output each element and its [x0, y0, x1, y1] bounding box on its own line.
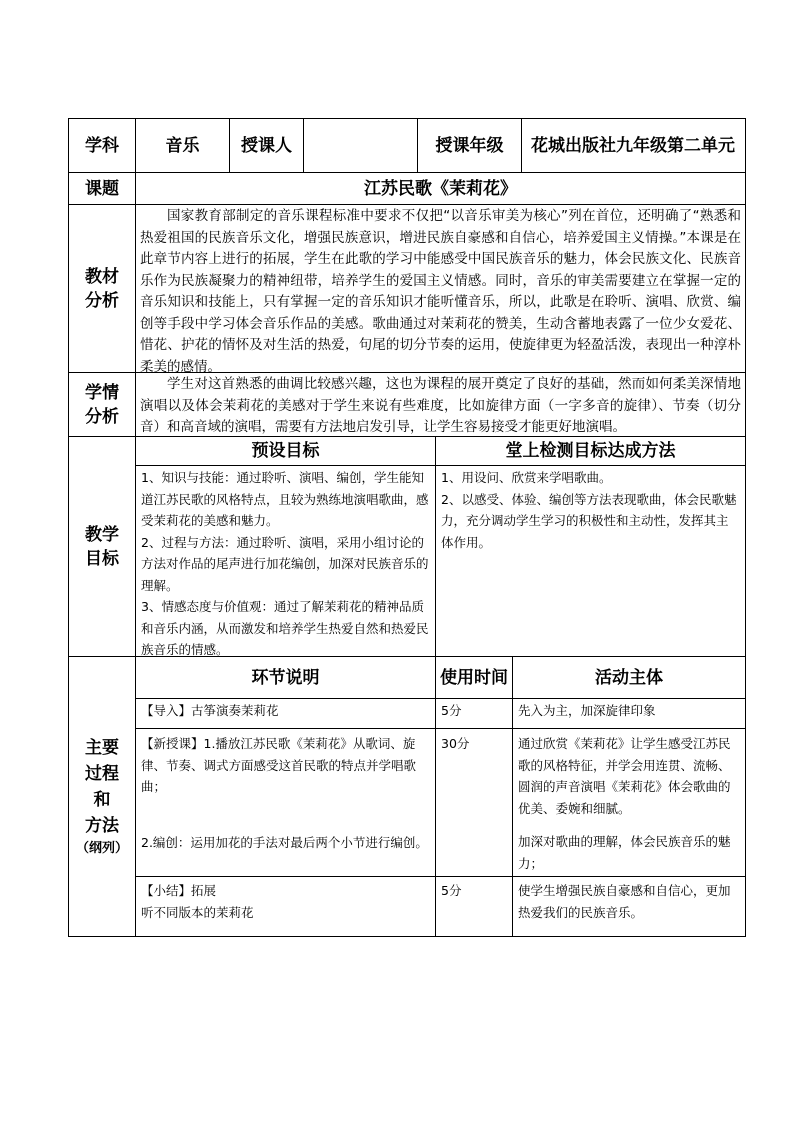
col-activity-header: 活动主体	[595, 667, 663, 688]
process-label	[69, 657, 135, 936]
process-label-line: 方法	[85, 815, 119, 836]
process-time-text: 5分	[441, 883, 462, 898]
process-time-text: 5分	[441, 703, 462, 718]
method-list	[436, 466, 745, 656]
subject-label: 学科	[85, 135, 119, 156]
process-time-cell	[436, 699, 512, 728]
goals-label-line2: 目标	[85, 548, 119, 569]
topic-title: 江苏民歌《茉莉花》	[364, 178, 517, 199]
grade-value: 花城出版社九年级第二单元	[531, 135, 735, 156]
students-label-line2: 分析	[85, 406, 119, 427]
process-activity-cell	[513, 729, 745, 876]
process-label-sub: （纲列）	[75, 840, 128, 856]
material-analysis-text: 国家教育部制定的音乐课程标准中要求不仅把“以音乐审美为核心”列在首位，还明确了“熟悉和热爱祖国的民族音乐文化，增强民族意识，增进民族自豪感和自信心，培养爱国主义情操。”本课是在此章节内容上进行的拓展，学生在此歌的学习中能感受中国民族音乐的魅力，体会民族文化、民族音乐作为民族凝聚力的精神纽带，培养学生的爱国主义情感。同时，音乐的审美需要建立在掌握一定的音乐知识和技能上，只有掌握一定的音乐知识才能听懂音乐，所以，此歌是在聆听、演唱、欣赏、编创等手段中学习体会音乐作品的美感。歌曲通过对茉莉花的赞美，生动含蓄地表露了一位少女爱花、惜花、护花的情怀及对生活的热爱，句尾的切分节奏的运用，使旋律更为轻盈活泼，表现出一种淳朴柔美的感情。	[140, 208, 741, 375]
process-activity-text: 使学生增强民族自豪感和自信心，更加热爱我们的民族音乐。	[518, 883, 731, 920]
process-step-cell	[136, 729, 435, 876]
process-activity-cell	[513, 699, 745, 728]
process-step-text-2: 听不同版本的茉莉花	[141, 904, 254, 920]
process-step-cell	[136, 877, 435, 936]
col-time-header: 使用时间	[440, 667, 508, 688]
topic-label: 课题	[85, 178, 119, 199]
process-time-cell	[436, 729, 512, 876]
method-header: 堂上检测目标达成方法	[505, 441, 676, 461]
process-label-line: 和	[93, 789, 111, 810]
process-step-cell	[136, 699, 435, 728]
grade-label: 授课年级	[435, 135, 504, 156]
students-label	[69, 373, 135, 436]
process-activity-text-2: 加深对歌曲的理解，体会民族音乐的魅力；	[518, 834, 731, 871]
preset-goal-item: 1、知识与技能：通过聆听、演唱、编创，学生能知道江苏民歌的风格特点，且较为熟练地演唱歌曲，感受茉莉花的美感和魅力。	[141, 470, 429, 528]
material-label	[69, 205, 135, 372]
lesson-plan-table	[68, 118, 746, 937]
preset-goals-header: 预设目标	[251, 441, 320, 461]
col-step-header: 环节说明	[251, 667, 320, 688]
process-label-line: 主要	[85, 737, 119, 758]
students-analysis-text: 学生对这首熟悉的曲调比较感兴趣，这也为课程的展开奠定了良好的基础，然而如何柔美深情地演唱以及体会茉莉花的美感对于学生来说有些难度，比如旋律方面（一字多音的旋律）、节奏（切分音）和高音域的演唱，需要有方法地启发引导，让学生容易接受才能更好地演唱。	[140, 376, 741, 435]
method-item: 1、用设问、欣赏来学唱歌曲。	[441, 470, 612, 485]
goals-label-line1: 教学	[85, 524, 119, 545]
students-label-line1: 学情	[85, 382, 119, 403]
process-step-text-2: 2.编创：运用加花的手法对最后两个小节进行编创。	[141, 834, 428, 850]
process-step-text: 【导入】古筝演奏茉莉花	[141, 703, 279, 718]
process-step-text: 【新授课】1.播放江苏民歌《茉莉花》从歌词、旋律、节奏、调式方面感受这首民歌的特点并学唱歌曲；	[141, 736, 417, 794]
goals-label	[69, 437, 135, 656]
material-label-line1: 教材	[85, 266, 119, 287]
process-time-text: 30分	[441, 736, 470, 751]
material-label-line2: 分析	[85, 290, 119, 311]
subject-value: 音乐	[165, 135, 200, 156]
process-time-cell	[436, 877, 512, 936]
preset-goals-list	[136, 466, 435, 656]
teacher-value	[304, 119, 417, 172]
preset-goal-item: 2、过程与方法：通过聆听、演唱，采用小组讨论的方法对作品的尾声进行加花编创，加深对民族音乐的理解。	[141, 534, 429, 593]
process-activity-text: 通过欣赏《茉莉花》让学生感受江苏民歌的风格特征，并学会用连贯、流畅、圆润的声音演唱《茉莉花》体会歌曲的优美、委婉和细腻。	[518, 736, 731, 816]
process-activity-text: 先入为主，加深旋律印象	[518, 703, 656, 718]
preset-goal-item: 3、情感态度与价值观：通过了解茉莉花的精神品质和音乐内涵，从而激发和培养学生热爱自然和热爱民族音乐的情感。	[141, 599, 429, 657]
teacher-label: 授课人	[241, 135, 292, 156]
process-activity-cell	[513, 877, 745, 936]
method-item: 2、以感受、体验、编创等方法表现歌曲，体会民歌魅力，充分调动学生学习的积极性和主动性，发挥其主体作用。	[441, 491, 737, 550]
process-step-text: 【小结】拓展	[141, 883, 217, 898]
process-label-line: 过程	[85, 763, 119, 784]
